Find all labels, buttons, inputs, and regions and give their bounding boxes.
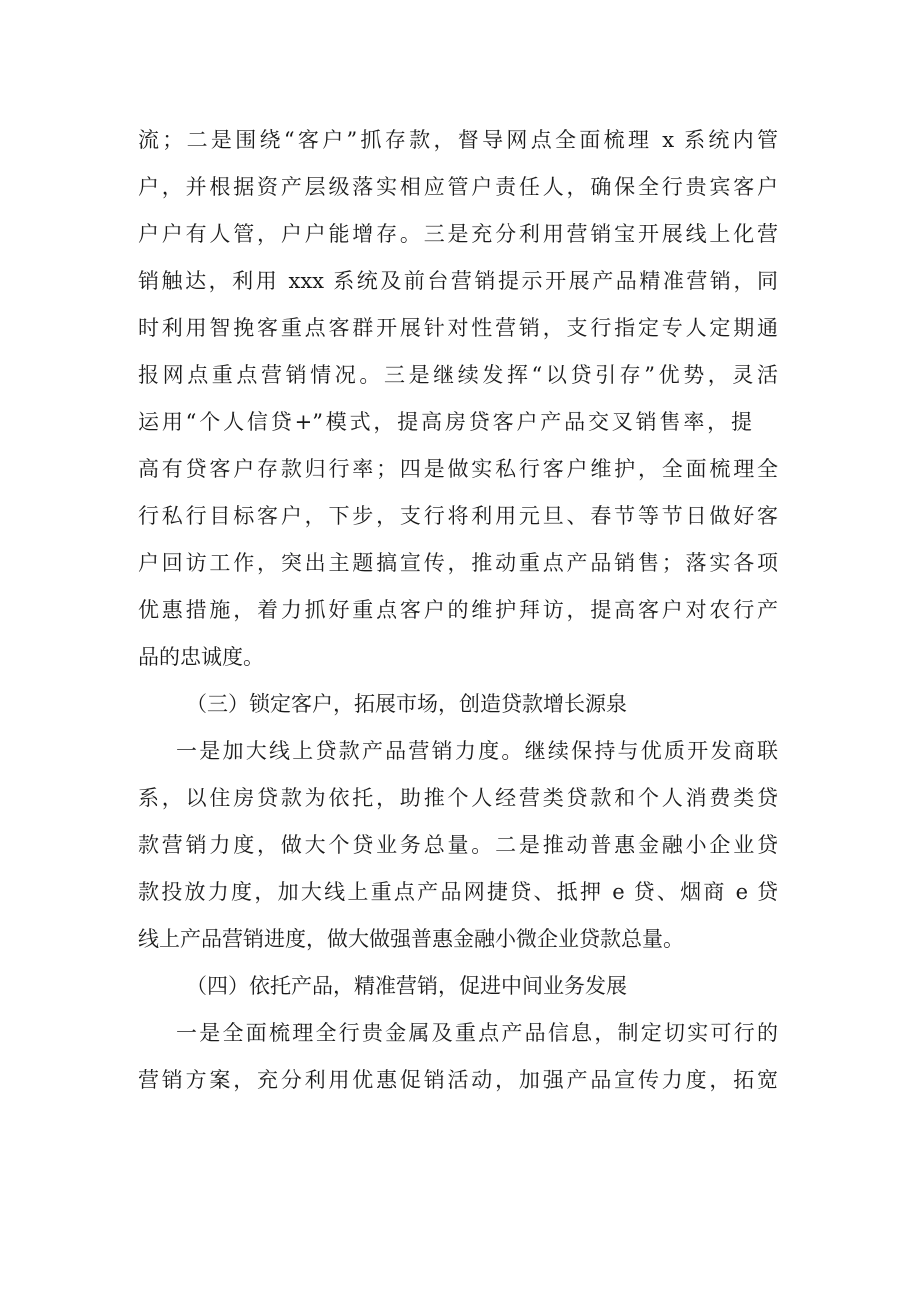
paragraph-line: 线上产品营销进度，做大做强普惠金融小微企业贷款总量。 <box>138 927 684 951</box>
paragraph-line: 时利用智挽客重点客群开展针对性营销，支行指定专人定期通 <box>138 316 778 340</box>
paragraph-line: 高有贷客户存款归行率；四是做实私行客户维护，全面梳理全 <box>138 457 778 481</box>
paragraph-line: 户回访工作，突出主题搞宣传，推动重点产品销售；落实各项 <box>138 551 778 575</box>
paragraph-line: 户户有人管，户户能增存。三是充分利用营销宝开展线上化营 <box>138 222 778 246</box>
paragraph-line: 一是全面梳理全行贵金属及重点产品信息，制定切实可行的 <box>176 1021 778 1045</box>
paragraph-line: 运用“个人信贷+”模式，提高房贷客户产品交叉销售率，提 <box>138 410 752 434</box>
paragraph-line: 销触达，利用 xxx 系统及前台营销提示开展产品精准营销，同 <box>138 269 778 293</box>
paragraph-line: 一是加大线上贷款产品营销力度。继续保持与优质开发商联 <box>176 739 778 763</box>
paragraph-line: 款投放力度，加大线上重点产品网捷贷、抵押 e 贷、烟商 e 贷 <box>138 880 778 904</box>
section-heading-4: （四）依托产品，精准营销，促进中间业务发展 <box>186 974 627 998</box>
paragraph-line: 品的忠诚度。 <box>138 645 264 669</box>
paragraph-line: 报网点重点营销情况。三是继续发挥“以贷引存”优势，灵活 <box>138 363 778 387</box>
paragraph-line: 行私行目标客户，下步，支行将利用元旦、春节等节日做好客 <box>138 504 778 528</box>
paragraph-line: 系，以住房贷款为依托，助推个人经营类贷款和个人消费类贷 <box>138 786 778 810</box>
paragraph-line: 营销方案，充分利用优惠促销活动，加强产品宣传力度，拓宽 <box>138 1068 778 1092</box>
paragraph-line: 流；二是围绕“客户”抓存款，督导网点全面梳理 x 系统内管 <box>138 128 778 152</box>
section-heading-3: （三）锁定客户，拓展市场，创造贷款增长源泉 <box>186 692 627 716</box>
paragraph-line: 户，并根据资产层级落实相应管户责任人，确保全行贵宾客户 <box>138 175 778 199</box>
paragraph-line: 优惠措施，着力抓好重点客户的维护拜访，提高客户对农行产 <box>138 598 778 622</box>
paragraph-line: 款营销力度，做大个贷业务总量。二是推动普惠金融小企业贷 <box>138 833 778 857</box>
